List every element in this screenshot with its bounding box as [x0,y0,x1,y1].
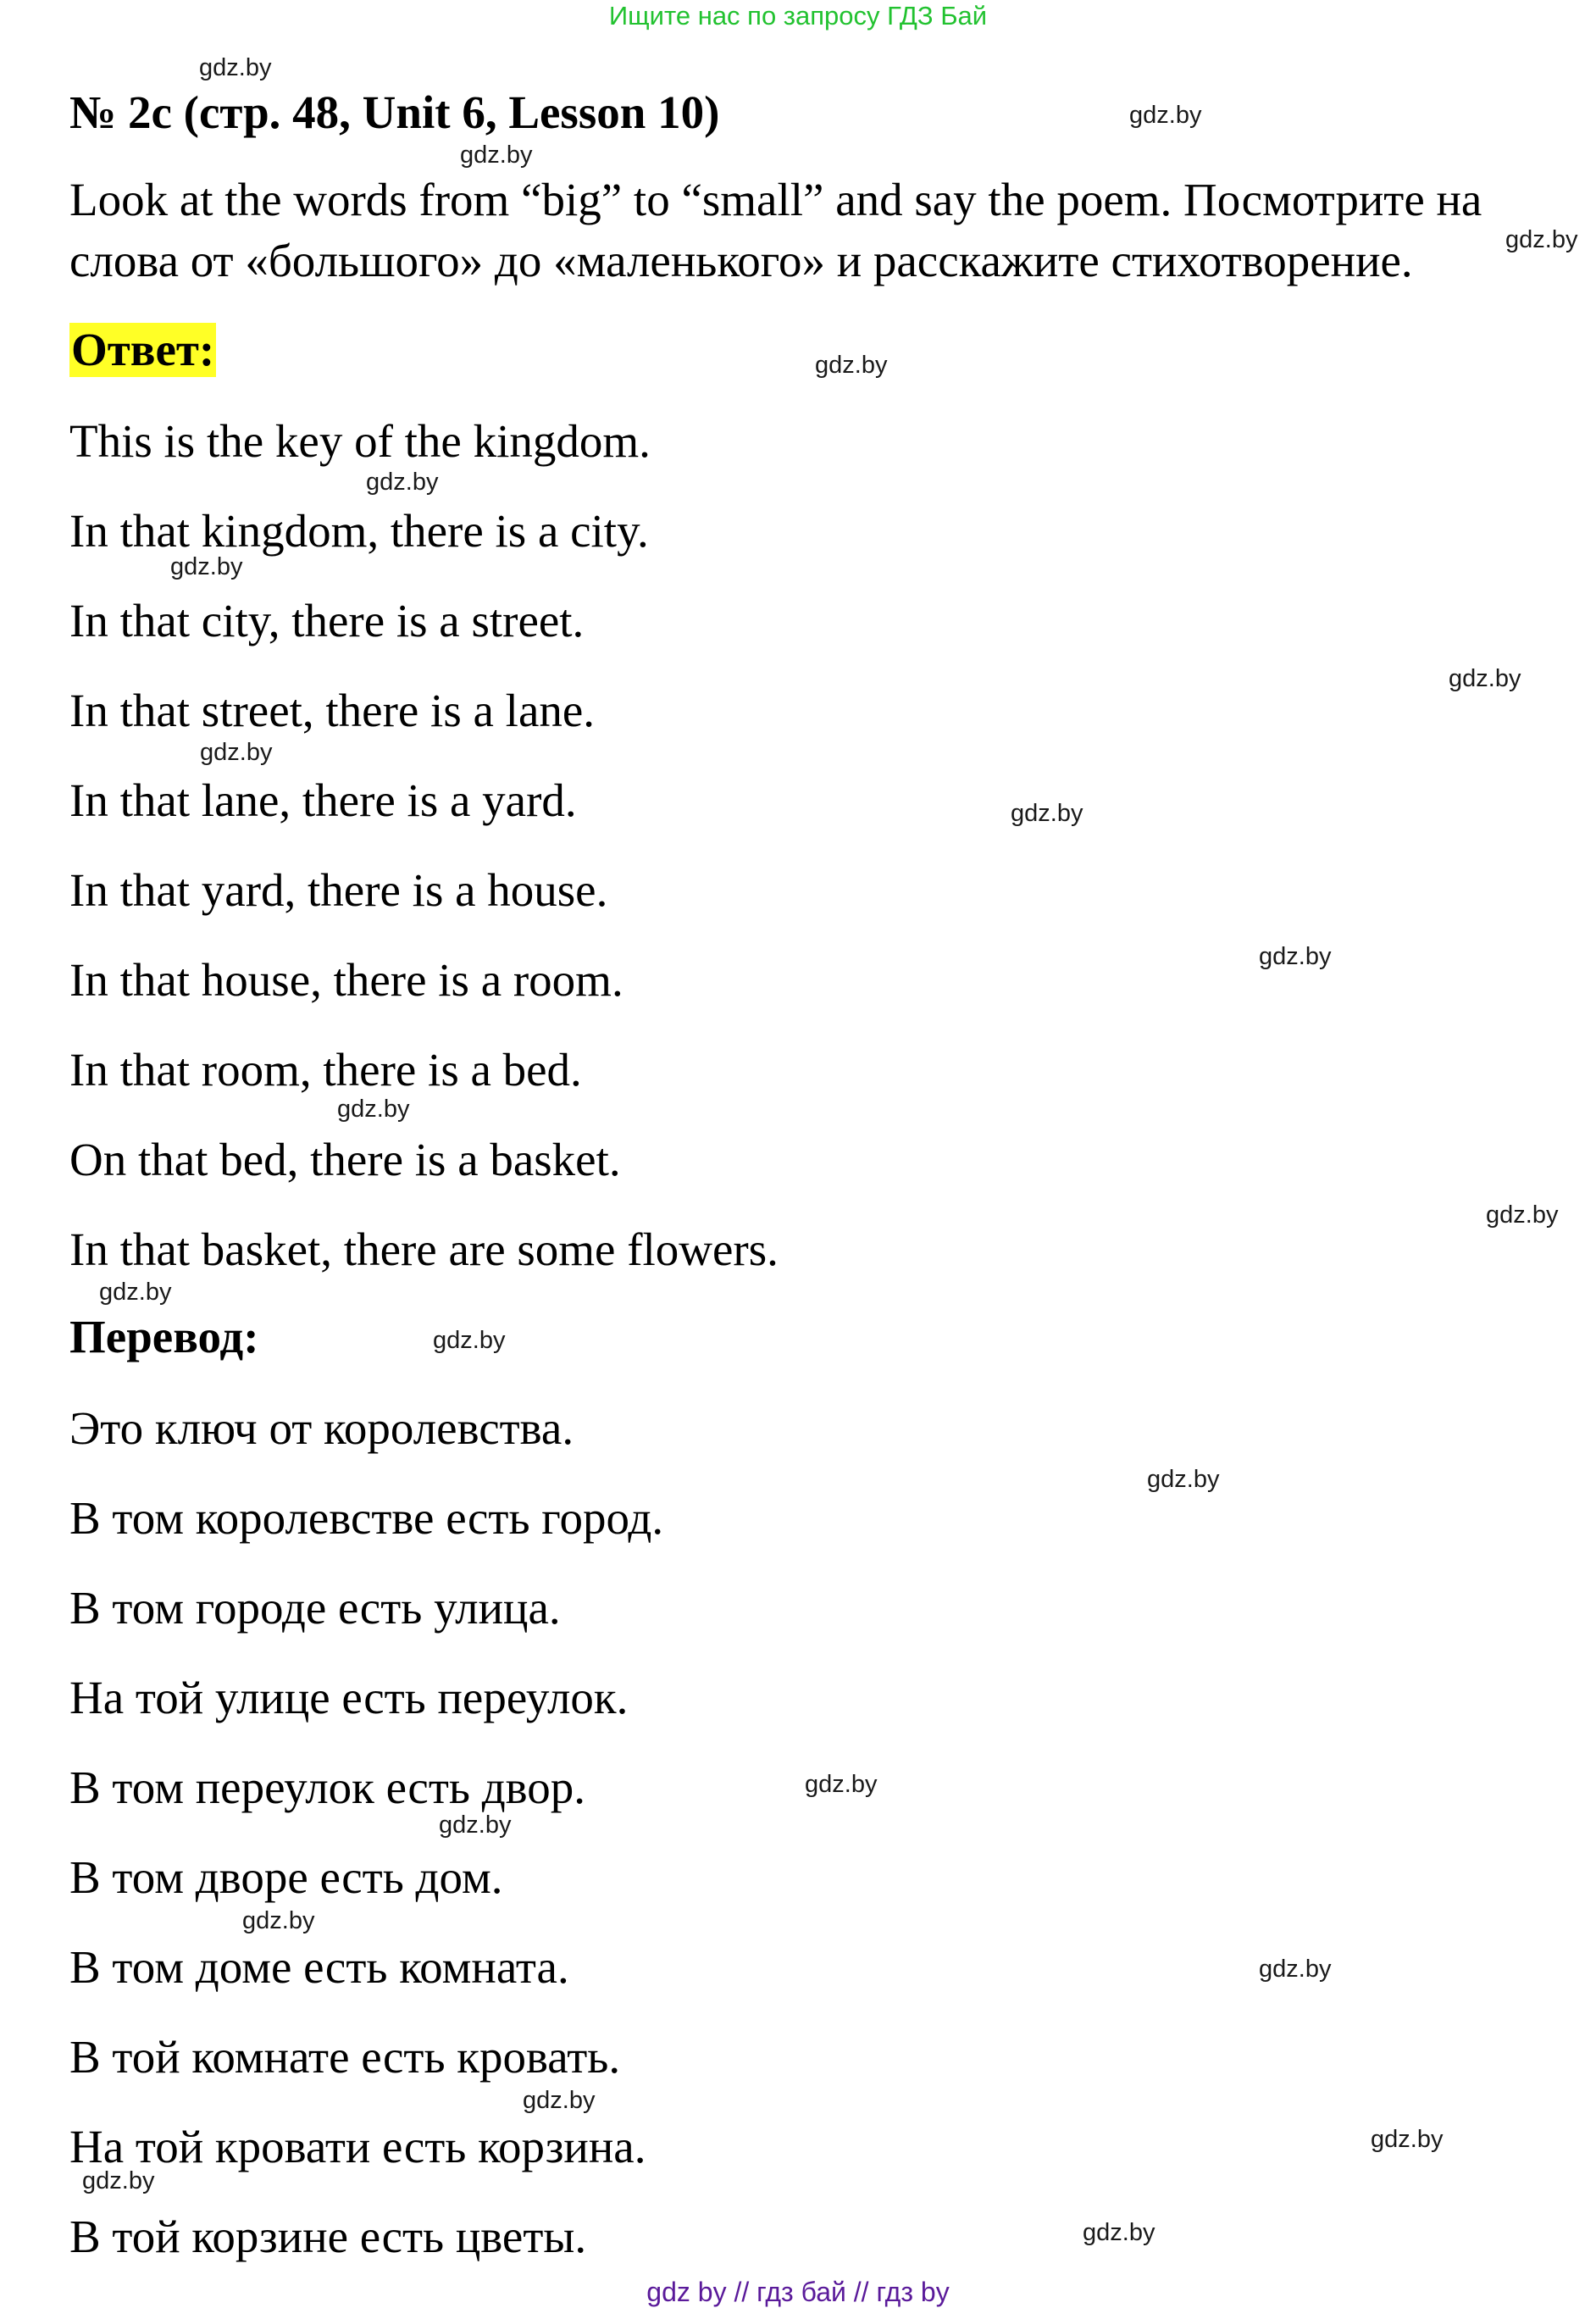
translation-line: В той комнате есть кровать. [69,2031,621,2083]
translation-label: Перевод: [69,1311,259,1362]
poem-line: In that house, there is a room. [69,954,623,1006]
watermark: gdz.by [242,1907,315,1934]
watermark: gdz.by [200,739,273,766]
watermark: gdz.by [815,352,888,379]
poem-line: This is the key of the kingdom. [69,415,651,467]
poem-line: In that kingdom, there is a city. [69,505,649,557]
watermark: gdz.by [199,54,272,81]
translation-line: В том переулок есть двор. [69,1762,586,1813]
site-footer: gdz by // гдз бай // гдз by [646,2277,950,2307]
poem-line: In that basket, there are some flowers. [69,1223,779,1275]
translation-line: В той корзине есть цветы. [69,2211,587,2262]
watermark: gdz.by [523,2087,596,2114]
poem-line: In that street, there is a lane. [69,685,596,736]
translation-line: Это ключ от королевства. [69,1402,574,1454]
translation-line: В том доме есть комната. [69,1941,569,1993]
translation-line: В том королевстве есть город. [69,1492,664,1544]
watermark: gdz.by [1129,102,1202,129]
exercise-task: Look at the words from “big” to “small” and say the poem. Посмотрите на слова от «большого» до «маленького» и расскажите стихотворение. [69,174,1482,286]
poem-line: In that city, there is a street. [69,595,585,646]
answer-label: Ответ: [71,324,215,375]
watermark: gdz.by [337,1096,410,1123]
watermark: gdz.by [433,1327,506,1354]
translation-line: На той кровати есть корзина. [69,2121,646,2172]
watermark: gdz.by [170,553,243,580]
watermark: gdz.by [1486,1201,1559,1229]
watermark: gdz.by [1371,2126,1444,2153]
watermark: gdz.by [439,1811,512,1839]
watermark: gdz.by [82,2167,155,2194]
watermark: gdz.by [460,141,533,169]
watermark: gdz.by [805,1771,878,1798]
watermark: gdz.by [1147,1466,1220,1493]
poem-line: In that yard, there is a house. [69,864,608,916]
search-hint-banner: Ищите нас по запросу ГДЗ Бай [608,1,988,31]
watermark: gdz.by [366,469,439,496]
exercise-title: № 2c (стр. 48, Unit 6, Lesson 10) [69,86,720,138]
translation-line: В том городе есть улица. [69,1582,561,1634]
poem-line: In that room, there is a bed. [69,1044,582,1096]
watermark: gdz.by [1011,800,1083,827]
watermark: gdz.by [1259,1956,1332,1983]
translation-line: В том дворе есть дом. [69,1851,503,1903]
watermark: gdz.by [1083,2219,1155,2246]
watermark: gdz.by [1505,226,1578,253]
watermark: gdz.by [99,1279,172,1306]
poem-line: On that bed, there is a basket. [69,1134,621,1185]
watermark: gdz.by [1259,943,1332,970]
translation-line: На той улице есть переулок. [69,1672,629,1723]
poem-line: In that lane, there is a yard. [69,774,577,826]
watermark: gdz.by [1449,665,1521,692]
